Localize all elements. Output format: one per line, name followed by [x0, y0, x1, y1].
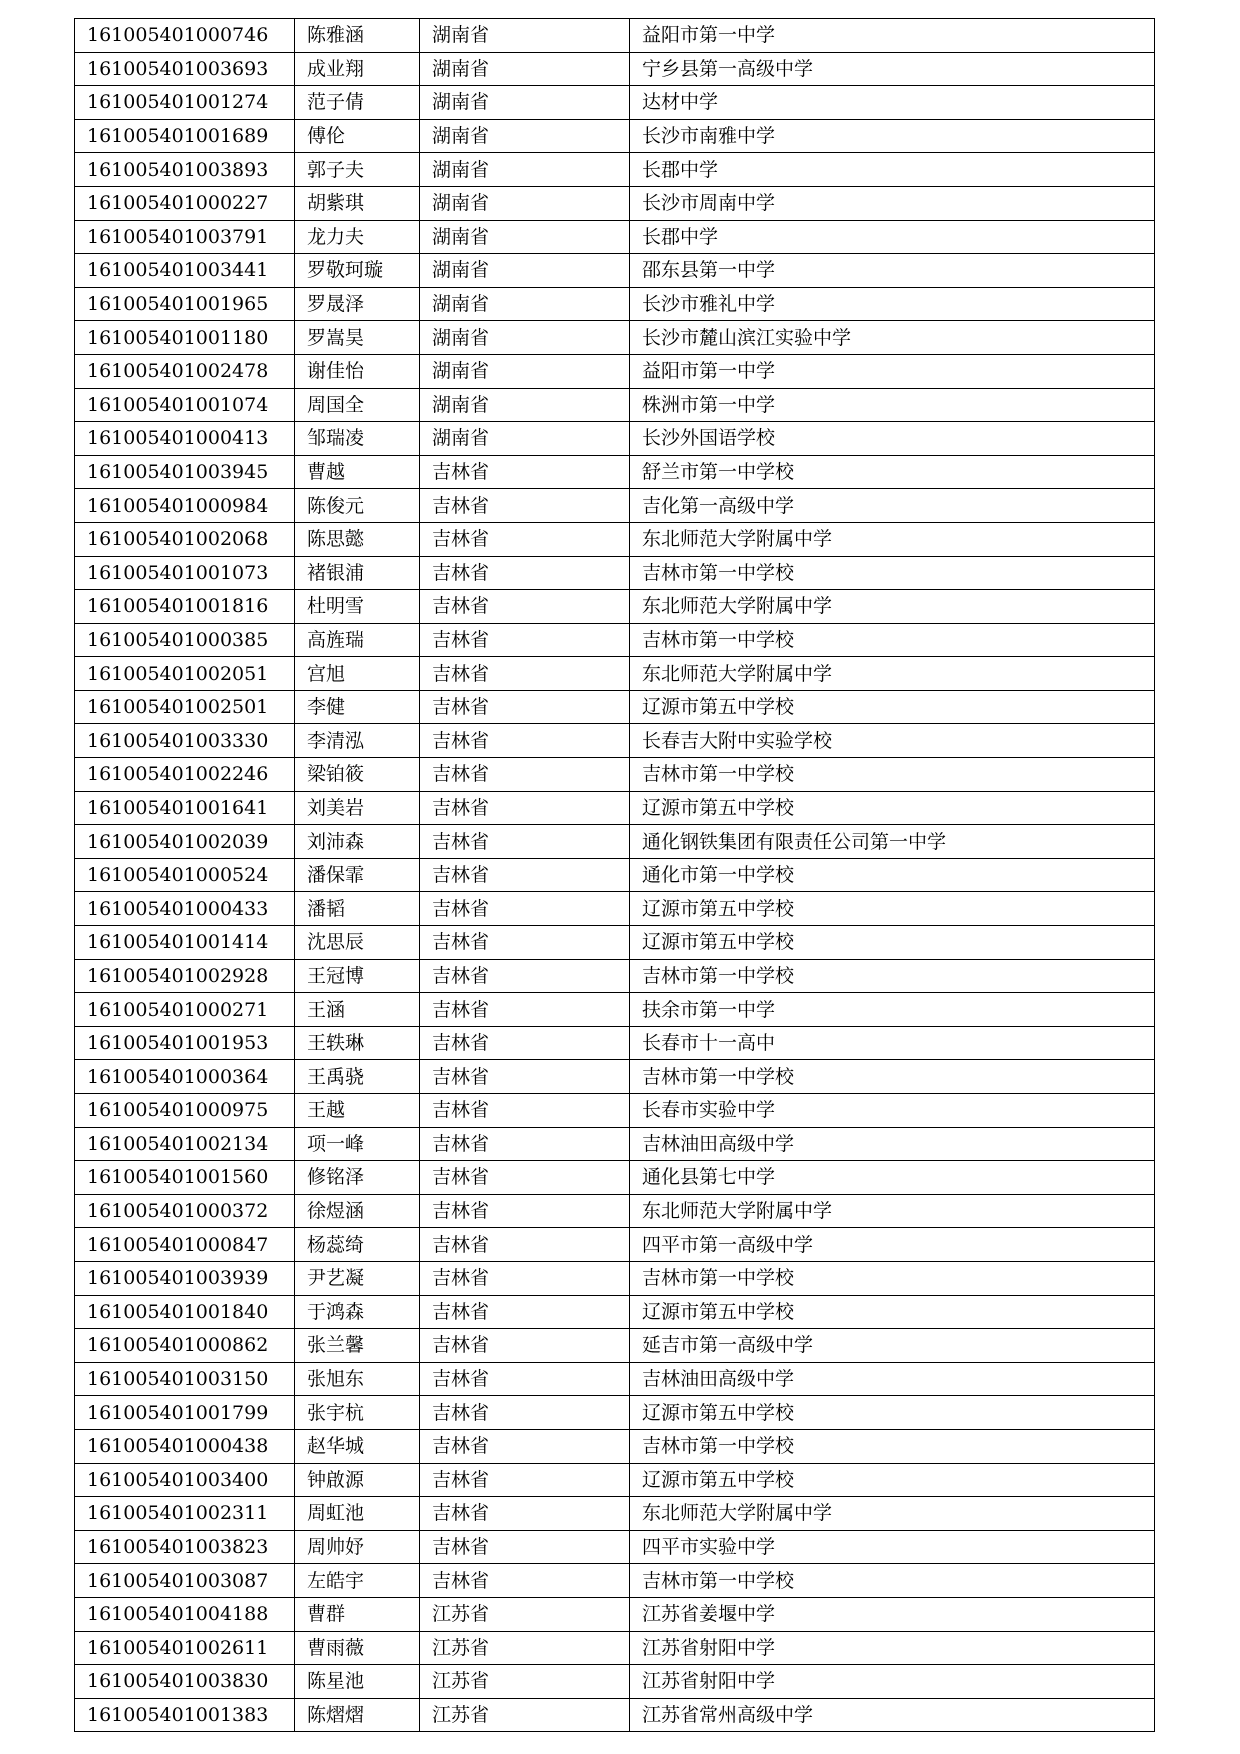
student-id-cell: 161005401002928 — [75, 959, 295, 993]
school-cell: 长春市实验中学 — [630, 1094, 1155, 1128]
student-id-cell: 161005401003830 — [75, 1665, 295, 1699]
student-name-cell: 王涵 — [295, 993, 420, 1027]
province-cell: 吉林省 — [420, 556, 630, 590]
province-cell: 湖南省 — [420, 186, 630, 220]
student-id-cell: 161005401001560 — [75, 1161, 295, 1195]
province-cell: 吉林省 — [420, 959, 630, 993]
province-cell: 湖南省 — [420, 86, 630, 120]
student-id-cell: 161005401002611 — [75, 1631, 295, 1665]
student-name-cell: 郭子夫 — [295, 153, 420, 187]
student-id-cell: 161005401000413 — [75, 422, 295, 456]
student-name-cell: 李健 — [295, 690, 420, 724]
table-row — [75, 489, 1155, 523]
school-cell: 达材中学 — [630, 86, 1155, 120]
student-name-cell: 张旭东 — [295, 1362, 420, 1396]
student-name-cell: 潘韬 — [295, 892, 420, 926]
student-name-cell: 修铭泽 — [295, 1161, 420, 1195]
student-name-cell: 谢佳怡 — [295, 354, 420, 388]
table-row — [75, 522, 1155, 556]
province-cell: 吉林省 — [420, 1161, 630, 1195]
student-id-cell: 161005401000862 — [75, 1329, 295, 1363]
student-id-cell: 161005401000746 — [75, 19, 295, 53]
student-name-cell: 杨蕊绮 — [295, 1228, 420, 1262]
table-row — [75, 19, 1155, 53]
province-cell: 吉林省 — [420, 1295, 630, 1329]
student-name-cell: 宫旭 — [295, 657, 420, 691]
table-row — [75, 388, 1155, 422]
student-id-cell: 161005401001641 — [75, 791, 295, 825]
province-cell: 吉林省 — [420, 1261, 630, 1295]
province-cell: 吉林省 — [420, 1530, 630, 1564]
student-id-cell: 161005401000438 — [75, 1429, 295, 1463]
province-cell: 江苏省 — [420, 1631, 630, 1665]
student-id-cell: 161005401002478 — [75, 354, 295, 388]
school-cell: 扶余市第一中学 — [630, 993, 1155, 1027]
province-cell: 吉林省 — [420, 590, 630, 624]
province-cell: 吉林省 — [420, 657, 630, 691]
student-id-cell: 161005401001414 — [75, 926, 295, 960]
province-cell: 湖南省 — [420, 287, 630, 321]
table-row — [75, 52, 1155, 86]
school-cell: 吉林市第一中学校 — [630, 623, 1155, 657]
school-cell: 江苏省射阳中学 — [630, 1631, 1155, 1665]
student-name-cell: 陈思懿 — [295, 522, 420, 556]
province-cell: 吉林省 — [420, 690, 630, 724]
student-name-cell: 项一峰 — [295, 1127, 420, 1161]
student-id-cell: 161005401003400 — [75, 1463, 295, 1497]
roster-table — [74, 18, 1155, 1732]
province-cell: 湖南省 — [420, 19, 630, 53]
table-row — [75, 623, 1155, 657]
student-id-cell: 161005401001073 — [75, 556, 295, 590]
student-name-cell: 潘保霏 — [295, 858, 420, 892]
school-cell: 延吉市第一高级中学 — [630, 1329, 1155, 1363]
table-row — [75, 1698, 1155, 1732]
school-cell: 吉林油田高级中学 — [630, 1362, 1155, 1396]
student-name-cell: 曹雨薇 — [295, 1631, 420, 1665]
province-cell: 吉林省 — [420, 892, 630, 926]
table-row — [75, 892, 1155, 926]
table-row — [75, 1362, 1155, 1396]
table-row — [75, 556, 1155, 590]
school-cell: 益阳市第一中学 — [630, 19, 1155, 53]
province-cell: 吉林省 — [420, 455, 630, 489]
student-id-cell: 161005401002068 — [75, 522, 295, 556]
student-name-cell: 曹群 — [295, 1597, 420, 1631]
province-cell: 湖南省 — [420, 153, 630, 187]
school-cell: 东北师范大学附属中学 — [630, 1194, 1155, 1228]
student-id-cell: 161005401002501 — [75, 690, 295, 724]
student-id-cell: 161005401002039 — [75, 825, 295, 859]
student-id-cell: 161005401003330 — [75, 724, 295, 758]
student-name-cell: 周虹池 — [295, 1497, 420, 1531]
student-name-cell: 王轶琳 — [295, 1026, 420, 1060]
student-id-cell: 161005401003693 — [75, 52, 295, 86]
student-id-cell: 161005401001074 — [75, 388, 295, 422]
school-cell: 长春吉大附中实验学校 — [630, 724, 1155, 758]
province-cell: 江苏省 — [420, 1665, 630, 1699]
student-id-cell: 161005401000847 — [75, 1228, 295, 1262]
student-name-cell: 罗晟泽 — [295, 287, 420, 321]
school-cell: 长沙市南雅中学 — [630, 119, 1155, 153]
student-id-cell: 161005401001689 — [75, 119, 295, 153]
student-name-cell: 周帅妤 — [295, 1530, 420, 1564]
table-row — [75, 186, 1155, 220]
student-name-cell: 王越 — [295, 1094, 420, 1128]
table-row — [75, 220, 1155, 254]
student-id-cell: 161005401001953 — [75, 1026, 295, 1060]
student-id-cell: 161005401001383 — [75, 1698, 295, 1732]
province-cell: 吉林省 — [420, 791, 630, 825]
province-cell: 吉林省 — [420, 1228, 630, 1262]
student-id-cell: 161005401000984 — [75, 489, 295, 523]
student-name-cell: 刘美岩 — [295, 791, 420, 825]
school-cell: 四平市实验中学 — [630, 1530, 1155, 1564]
student-name-cell: 范子倩 — [295, 86, 420, 120]
table-row — [75, 1497, 1155, 1531]
province-cell: 吉林省 — [420, 623, 630, 657]
student-name-cell: 罗敬珂璇 — [295, 254, 420, 288]
student-id-cell: 161005401003791 — [75, 220, 295, 254]
table-row — [75, 119, 1155, 153]
table-row — [75, 287, 1155, 321]
student-name-cell: 邹瑞凌 — [295, 422, 420, 456]
student-name-cell: 徐煜涵 — [295, 1194, 420, 1228]
student-name-cell: 成业翔 — [295, 52, 420, 86]
table-row — [75, 758, 1155, 792]
table-row — [75, 690, 1155, 724]
table-row — [75, 1261, 1155, 1295]
student-name-cell: 左皓宇 — [295, 1564, 420, 1598]
school-cell: 宁乡县第一高级中学 — [630, 52, 1155, 86]
school-cell: 辽源市第五中学校 — [630, 1295, 1155, 1329]
school-cell: 江苏省姜堰中学 — [630, 1597, 1155, 1631]
province-cell: 吉林省 — [420, 489, 630, 523]
school-cell: 长沙市周南中学 — [630, 186, 1155, 220]
school-cell: 吉林市第一中学校 — [630, 758, 1155, 792]
student-name-cell: 沈思辰 — [295, 926, 420, 960]
student-name-cell: 陈俊元 — [295, 489, 420, 523]
student-name-cell: 张兰馨 — [295, 1329, 420, 1363]
table-row — [75, 455, 1155, 489]
student-id-cell: 161005401003823 — [75, 1530, 295, 1564]
student-id-cell: 161005401001274 — [75, 86, 295, 120]
student-name-cell: 钟啟源 — [295, 1463, 420, 1497]
school-cell: 吉林市第一中学校 — [630, 1564, 1155, 1598]
student-name-cell: 陈熠熠 — [295, 1698, 420, 1732]
province-cell: 湖南省 — [420, 254, 630, 288]
school-cell: 江苏省常州高级中学 — [630, 1698, 1155, 1732]
province-cell: 吉林省 — [420, 724, 630, 758]
student-id-cell: 161005401001816 — [75, 590, 295, 624]
province-cell: 吉林省 — [420, 1127, 630, 1161]
school-cell: 辽源市第五中学校 — [630, 1463, 1155, 1497]
student-id-cell: 161005401003945 — [75, 455, 295, 489]
table-row — [75, 1194, 1155, 1228]
table-row — [75, 354, 1155, 388]
student-name-cell: 罗嵩昊 — [295, 321, 420, 355]
province-cell: 湖南省 — [420, 388, 630, 422]
province-cell: 吉林省 — [420, 926, 630, 960]
student-name-cell: 尹艺凝 — [295, 1261, 420, 1295]
school-cell: 株洲市第一中学 — [630, 388, 1155, 422]
school-cell: 辽源市第五中学校 — [630, 690, 1155, 724]
province-cell: 湖南省 — [420, 119, 630, 153]
table-row — [75, 791, 1155, 825]
school-cell: 通化钢铁集团有限责任公司第一中学 — [630, 825, 1155, 859]
province-cell: 吉林省 — [420, 1362, 630, 1396]
student-id-cell: 161005401002246 — [75, 758, 295, 792]
school-cell: 吉林市第一中学校 — [630, 1261, 1155, 1295]
school-cell: 东北师范大学附属中学 — [630, 1497, 1155, 1531]
student-id-cell: 161005401001180 — [75, 321, 295, 355]
school-cell: 邵东县第一中学 — [630, 254, 1155, 288]
province-cell: 吉林省 — [420, 522, 630, 556]
school-cell: 辽源市第五中学校 — [630, 892, 1155, 926]
school-cell: 辽源市第五中学校 — [630, 1396, 1155, 1430]
province-cell: 吉林省 — [420, 1396, 630, 1430]
table-row — [75, 590, 1155, 624]
school-cell: 东北师范大学附属中学 — [630, 522, 1155, 556]
student-name-cell: 陈星池 — [295, 1665, 420, 1699]
school-cell: 吉林市第一中学校 — [630, 556, 1155, 590]
table-row — [75, 858, 1155, 892]
school-cell: 四平市第一高级中学 — [630, 1228, 1155, 1262]
school-cell: 吉林市第一中学校 — [630, 959, 1155, 993]
province-cell: 江苏省 — [420, 1698, 630, 1732]
student-name-cell: 李清泓 — [295, 724, 420, 758]
province-cell: 吉林省 — [420, 1026, 630, 1060]
student-name-cell: 梁铂筱 — [295, 758, 420, 792]
province-cell: 吉林省 — [420, 1564, 630, 1598]
table-row — [75, 1396, 1155, 1430]
student-id-cell: 161005401003893 — [75, 153, 295, 187]
province-cell: 湖南省 — [420, 52, 630, 86]
province-cell: 吉林省 — [420, 858, 630, 892]
student-id-cell: 161005401001965 — [75, 287, 295, 321]
student-id-cell: 161005401001840 — [75, 1295, 295, 1329]
school-cell: 东北师范大学附属中学 — [630, 657, 1155, 691]
province-cell: 吉林省 — [420, 1060, 630, 1094]
school-cell: 舒兰市第一中学校 — [630, 455, 1155, 489]
table-row — [75, 1127, 1155, 1161]
province-cell: 湖南省 — [420, 220, 630, 254]
table-row — [75, 1329, 1155, 1363]
school-cell: 辽源市第五中学校 — [630, 791, 1155, 825]
province-cell: 吉林省 — [420, 993, 630, 1027]
school-cell: 吉化第一高级中学 — [630, 489, 1155, 523]
student-id-cell: 161005401003150 — [75, 1362, 295, 1396]
school-cell: 益阳市第一中学 — [630, 354, 1155, 388]
province-cell: 吉林省 — [420, 1094, 630, 1128]
student-id-cell: 161005401002051 — [75, 657, 295, 691]
student-id-cell: 161005401000975 — [75, 1094, 295, 1128]
student-name-cell: 褚银浦 — [295, 556, 420, 590]
table-row — [75, 321, 1155, 355]
province-cell: 湖南省 — [420, 422, 630, 456]
student-name-cell: 高旌瑞 — [295, 623, 420, 657]
province-cell: 吉林省 — [420, 1329, 630, 1363]
school-cell: 吉林市第一中学校 — [630, 1060, 1155, 1094]
province-cell: 吉林省 — [420, 758, 630, 792]
province-cell: 湖南省 — [420, 354, 630, 388]
roster-body — [75, 19, 1155, 1732]
school-cell: 长沙市麓山滨江实验中学 — [630, 321, 1155, 355]
student-name-cell: 龙力夫 — [295, 220, 420, 254]
student-name-cell: 于鸿森 — [295, 1295, 420, 1329]
school-cell: 长郡中学 — [630, 153, 1155, 187]
student-name-cell: 王禹骁 — [295, 1060, 420, 1094]
table-row — [75, 1530, 1155, 1564]
student-id-cell: 161005401000385 — [75, 623, 295, 657]
table-row — [75, 1161, 1155, 1195]
student-name-cell: 曹越 — [295, 455, 420, 489]
student-id-cell: 161005401003087 — [75, 1564, 295, 1598]
student-name-cell: 胡紫琪 — [295, 186, 420, 220]
student-name-cell: 赵华城 — [295, 1429, 420, 1463]
table-row — [75, 1228, 1155, 1262]
student-id-cell: 161005401000271 — [75, 993, 295, 1027]
province-cell: 江苏省 — [420, 1597, 630, 1631]
table-row — [75, 1295, 1155, 1329]
school-cell: 长郡中学 — [630, 220, 1155, 254]
school-cell: 长春市十一高中 — [630, 1026, 1155, 1060]
school-cell: 通化县第七中学 — [630, 1161, 1155, 1195]
school-cell: 长沙市雅礼中学 — [630, 287, 1155, 321]
school-cell: 吉林市第一中学校 — [630, 1429, 1155, 1463]
school-cell: 吉林油田高级中学 — [630, 1127, 1155, 1161]
table-row — [75, 1429, 1155, 1463]
table-row — [75, 1463, 1155, 1497]
student-id-cell: 161005401000364 — [75, 1060, 295, 1094]
student-name-cell: 杜明雪 — [295, 590, 420, 624]
student-id-cell: 161005401002311 — [75, 1497, 295, 1531]
student-id-cell: 161005401004188 — [75, 1597, 295, 1631]
table-row — [75, 1597, 1155, 1631]
student-name-cell: 傅伦 — [295, 119, 420, 153]
student-name-cell: 张宇杭 — [295, 1396, 420, 1430]
table-row — [75, 724, 1155, 758]
school-cell: 辽源市第五中学校 — [630, 926, 1155, 960]
province-cell: 吉林省 — [420, 1463, 630, 1497]
student-id-cell: 161005401000524 — [75, 858, 295, 892]
province-cell: 吉林省 — [420, 1429, 630, 1463]
province-cell: 吉林省 — [420, 1497, 630, 1531]
table-row — [75, 422, 1155, 456]
student-id-cell: 161005401003939 — [75, 1261, 295, 1295]
table-row — [75, 657, 1155, 691]
table-row — [75, 1060, 1155, 1094]
table-row — [75, 254, 1155, 288]
table-row — [75, 153, 1155, 187]
table-row — [75, 825, 1155, 859]
school-cell: 江苏省射阳中学 — [630, 1665, 1155, 1699]
table-row — [75, 1631, 1155, 1665]
student-id-cell: 161005401000227 — [75, 186, 295, 220]
table-row — [75, 1094, 1155, 1128]
student-name-cell: 周国全 — [295, 388, 420, 422]
province-cell: 吉林省 — [420, 825, 630, 859]
province-cell: 湖南省 — [420, 321, 630, 355]
school-cell: 长沙外国语学校 — [630, 422, 1155, 456]
student-id-cell: 161005401001799 — [75, 1396, 295, 1430]
table-row — [75, 926, 1155, 960]
table-row — [75, 86, 1155, 120]
table-row — [75, 993, 1155, 1027]
province-cell: 吉林省 — [420, 1194, 630, 1228]
table-row — [75, 1564, 1155, 1598]
student-id-cell: 161005401003441 — [75, 254, 295, 288]
table-row — [75, 1026, 1155, 1060]
student-id-cell: 161005401002134 — [75, 1127, 295, 1161]
student-id-cell: 161005401000433 — [75, 892, 295, 926]
school-cell: 东北师范大学附属中学 — [630, 590, 1155, 624]
table-row — [75, 959, 1155, 993]
student-name-cell: 王冠博 — [295, 959, 420, 993]
student-name-cell: 刘沛森 — [295, 825, 420, 859]
school-cell: 通化市第一中学校 — [630, 858, 1155, 892]
student-name-cell: 陈雅涵 — [295, 19, 420, 53]
student-id-cell: 161005401000372 — [75, 1194, 295, 1228]
table-row — [75, 1665, 1155, 1699]
